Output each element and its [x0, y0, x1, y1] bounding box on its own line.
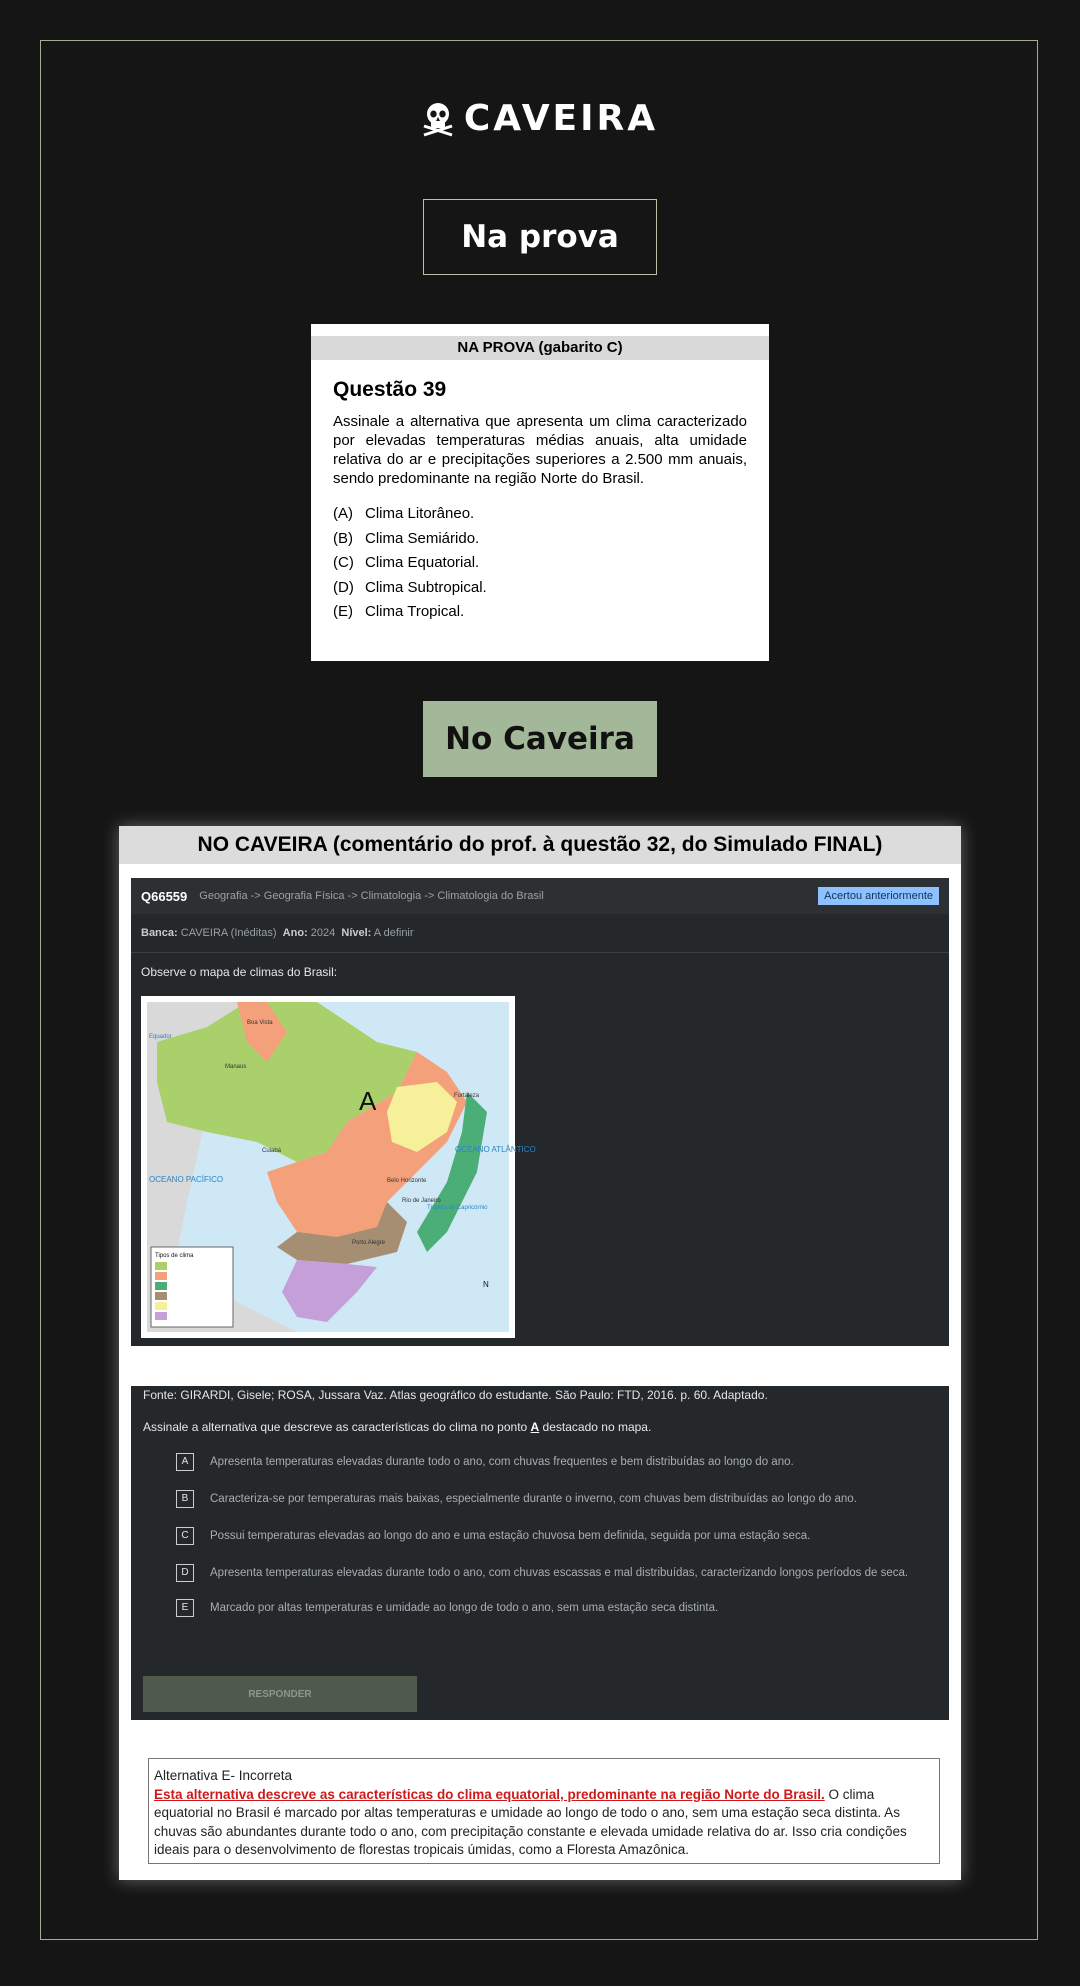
question-title: Questão 39: [333, 378, 447, 401]
option-a: (A) Clima Litorâneo.: [333, 505, 475, 522]
alternative-e[interactable]: E Marcado por altas temperaturas e umidade ao longo de todo o ano, sem uma estação seca distinta.: [176, 1600, 929, 1617]
label-no-caveira: No Caveira: [423, 701, 657, 777]
alternative-b[interactable]: B Caracteriza-se por temperaturas mais baixas, especialmente durante o inverno, com chuvas bem distribuídas ao longo do ano.: [176, 1491, 929, 1508]
alternative-d[interactable]: D Apresenta temperaturas elevadas durante todo o ano, com chuvas escassas e mal distribuídas, caracterizando longos períodos de seca.: [176, 1565, 929, 1582]
brand-name: CAVEIRA: [463, 98, 659, 139]
alternative-letter[interactable]: C: [176, 1527, 194, 1545]
svg-text:OCEANO PACÍFICO: OCEANO PACÍFICO: [149, 1175, 224, 1184]
svg-text:Rio de Janeiro: Rio de Janeiro: [402, 1198, 441, 1204]
option-c: (C) Clima Equatorial.: [333, 554, 480, 571]
responder-button[interactable]: RESPONDER: [143, 1676, 417, 1712]
label-na-prova: Na prova: [423, 199, 657, 275]
option-e: (E) Clima Tropical.: [333, 603, 465, 620]
alternative-a[interactable]: A Apresenta temperaturas elevadas durante todo o ano, com chuvas frequentes e bem distribuídas ao longo do ano.: [176, 1454, 929, 1471]
professor-comment: [148, 1758, 940, 1864]
status-badge: Acertou anteriormente: [818, 887, 939, 905]
question-panel-top: [131, 878, 949, 1346]
svg-text:Belo Horizonte: Belo Horizonte: [387, 1178, 427, 1184]
svg-text:Equador: Equador: [149, 1034, 172, 1040]
option-b: (B) Clima Semiárido.: [333, 529, 480, 547]
svg-text:OCEANO ATLÂNTICO: OCEANO ATLÂNTICO: [455, 1145, 536, 1154]
caveira-card: [119, 826, 961, 1880]
svg-text:Trópico de Capricórnio: Trópico de Capricórnio: [427, 1205, 488, 1211]
question-panel-bottom: [131, 1386, 949, 1720]
question-meta: Banca: CAVEIRA (Inéditas) Ano: 2024 Nível: A definir: [131, 914, 949, 953]
breadcrumb[interactable]: Geografia -> Geografia Física -> Climatologia -> Climatologia do Brasil: [199, 890, 544, 902]
alternative-letter[interactable]: E: [176, 1599, 194, 1617]
comment-title: Alternativa E- Incorreta: [154, 1768, 293, 1783]
svg-text:Tipos de clima: Tipos de clima: [155, 1253, 194, 1259]
alternative-letter[interactable]: B: [176, 1490, 194, 1508]
option-d: (D) Clima Subtropical.: [333, 578, 487, 596]
climate-map: [141, 996, 536, 1338]
svg-text:Cuiabá: Cuiabá: [262, 1148, 282, 1154]
brand-logo: [0, 98, 1080, 139]
map-source: Fonte: GIRARDI, Gisele; ROSA, Jussara Vaz. Atlas geográfico do estudante. São Paulo: FTD, 2016. p. 60. Adaptado.: [143, 1388, 768, 1402]
alternative-letter[interactable]: A: [176, 1453, 194, 1471]
svg-text:Boa Vista: Boa Vista: [247, 1020, 273, 1026]
alternative-letter[interactable]: D: [176, 1564, 194, 1582]
skull-icon: [422, 102, 454, 136]
svg-text:Fortaleza: Fortaleza: [454, 1093, 480, 1099]
svg-text:Porto Alegre: Porto Alegre: [352, 1240, 386, 1246]
question-options: [333, 502, 747, 625]
alternative-c[interactable]: C Possui temperaturas elevadas ao longo do ano e uma estação chuvosa bem definida, seguida por uma estação seca.: [176, 1528, 929, 1545]
brazil-map-image: [147, 1002, 536, 1332]
question-header-bar: [131, 878, 949, 914]
svg-text:N: N: [483, 1280, 489, 1289]
map-point-a: A: [359, 1086, 377, 1116]
question-id[interactable]: Q66559: [141, 888, 188, 904]
question-body: Assinale a alternativa que apresenta um clima caracterizado por elevadas temperaturas médias anuais, alta umidade relativa do ar e precipitações superiores a 2.500 mm anuais, sendo predominante na região Norte do Brasil.: [333, 413, 747, 487]
prova-card-header: NA PROVA (gabarito C): [311, 336, 769, 360]
svg-text:Manaus: Manaus: [225, 1064, 247, 1070]
prova-question-card: [311, 324, 769, 661]
question-prompt: Observe o mapa de climas do Brasil:: [141, 965, 338, 979]
caveira-card-header: NO CAVEIRA (comentário do prof. à questão 32, do Simulado FINAL): [119, 826, 961, 864]
question-statement: Assinale a alternativa que descreve as características do clima no ponto A destacado no mapa.: [143, 1420, 652, 1434]
comment-body: Esta alternativa descreve as características do clima equatorial, predominante na região Norte do Brasil. O clima equatorial no Brasil é marcado por altas temperaturas e umidade ao longo de todo o ano, sem uma estação seca distinta. As chuvas são abundantes durante todo o ano, com precipitação constante e elevada umidade relativa do ar. Isso cria condições ideais para o desenvolvimento de florestas tropicais úmidas, como a Floresta Amazônica.: [154, 1786, 907, 1857]
